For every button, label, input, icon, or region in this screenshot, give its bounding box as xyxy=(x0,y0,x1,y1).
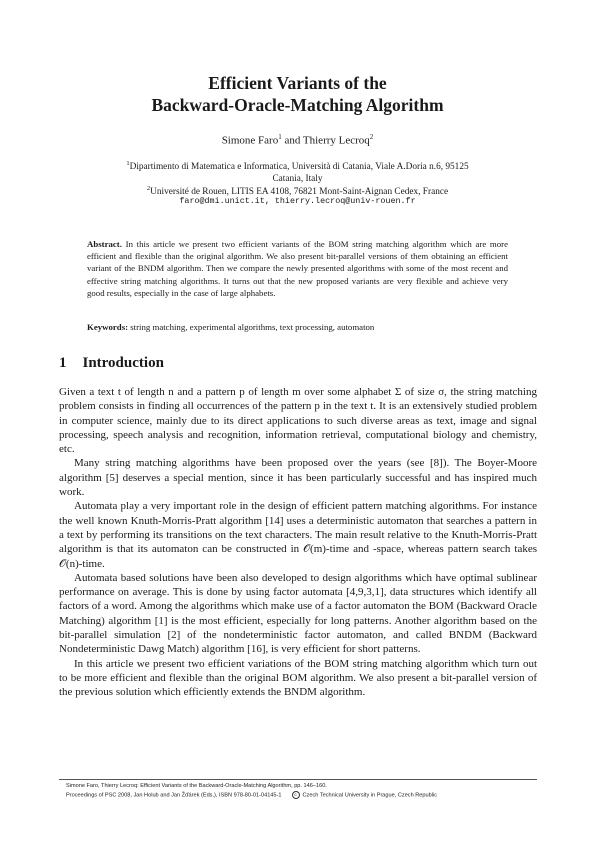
section-number: 1 xyxy=(59,355,67,371)
abstract-label: Abstract. xyxy=(87,239,122,249)
abstract-text: In this article we present two efficient variants of the BOM string matching algorithm which are more efficient and flexible than the original algorithm. We also present bit-parallel versions of them obtaining an efficient variant of the BNDM algorithm. Then we compare the newly presented algorithms with some of the most recent and effective string matching algorithms. It turns out that the new proposed variants are very flexible and achieve very good results, especially in the case of large alphabets. xyxy=(87,239,509,298)
keywords-label: Keywords: xyxy=(87,322,129,332)
footer-line-2 xyxy=(66,791,536,800)
paragraph: In this article we present two efficient variations of the BOM string matching algorithm which turn out to be more efficient and flexible than the original BOM algorithm. We also present a bit-parallel version of the previous solution which efficiently extends the BNDM algorithm. xyxy=(59,657,537,699)
author-1-mark: 1 xyxy=(278,133,282,141)
author-separator: and xyxy=(281,134,303,147)
author-2: Thierry Lecroq xyxy=(302,134,370,147)
section-title: Introduction xyxy=(82,355,164,371)
paragraph: Given a text t of length n and a pattern p of length m over some alphabet Σ of size σ, the string matching problem consists in finding all occurrences of the pattern p in the text t. It is an extensively studied problem in computer science, mainly due to its direct applications to such diverse areas as text, image and signal processing, speech analysis and recognition, information retrieval, computational biology and chemistry, etc. xyxy=(59,386,537,456)
affiliation-1-line-1: Dipartimento di Matematica e Informatica, Università di Catania, Viale A.Doria n.6, 95125 xyxy=(129,162,469,173)
title-line-1: Efficient Variants of the xyxy=(208,73,387,93)
title-line-2: Backward-Oracle-Matching Algorithm xyxy=(151,95,444,115)
footer-proceedings: Proceedings of PSC 2008, Jan Holub and Jan Žďárek (Eds.), ISBN 978-80-01-04145-1 xyxy=(66,792,282,799)
affiliation-1-mark: 1 xyxy=(126,160,130,167)
section-body xyxy=(59,385,537,700)
paper-title xyxy=(0,72,595,116)
footer-divider xyxy=(59,779,537,780)
paragraph: Many string matching algorithms have been proposed over the years (see [8]). The Boyer-Moore algorithm [5] deserves a special mention, since it has been particularly successful and has inspired much work. xyxy=(59,457,537,499)
footer xyxy=(66,782,536,800)
keywords-text: string matching, experimental algorithms, text processing, automaton xyxy=(130,322,375,332)
section-heading xyxy=(59,355,164,372)
affiliation-2-line-1: Université de Rouen, LITIS EA 4108, 76821 Mont-Saint-Aignan Cedex, France xyxy=(150,187,449,198)
author-emails: faro@dmi.unict.it, thierry.lecroq@univ-rouen.fr xyxy=(179,196,416,206)
footer-line-1: Simone Faro, Thierry Lecroq: Efficient Variants of the Backward-Oracle-Matching Algorithm, pp. 146–160. xyxy=(66,783,327,789)
authors xyxy=(0,133,595,147)
abstract xyxy=(87,238,508,299)
paragraph: Automata based solutions have been also developed to design algorithms which have optimal sublinear performance on average. This is done by using factor automata [4,9,3,1], data structures which identify all factors of a word. Among the algorithms which make use of a factor automaton the BOM (Backward Oracle Matching) algorithm [1] is the most efficient, especially for long patterns. Another algorithm based on the bit-parallel simulation [2] of the nondeterministic factor automaton, and called BNDM (Backward Nondeterministic Dawg Match) algorithm [16], is very efficient for short patterns. xyxy=(59,571,537,656)
affiliation-2-mark: 2 xyxy=(146,185,151,192)
author-2-mark: 2 xyxy=(369,133,374,141)
affiliation-1-line-2: Catania, Italy xyxy=(272,174,323,185)
copyright-icon: c xyxy=(292,791,300,799)
keywords xyxy=(87,322,508,332)
author-1: Simone Faro xyxy=(221,134,279,147)
footer-copyright-holder: Czech Technical University in Prague, Czech Republic xyxy=(302,792,438,799)
affiliation-1 xyxy=(0,158,595,185)
paragraph: Automata play a very important role in the design of efficient pattern matching algorithms. For instance the well known Knuth-Morris-Pratt algorithm [14] uses a deterministic automaton that searches a pattern in a text by performing its transitions on the text characters. The main result relative to the Knuth-Morris-Pratt algorithm is that its automaton can be constructed in 𝒪(m)-time and -space, whereas pattern search takes 𝒪(n)-time. xyxy=(59,500,537,570)
